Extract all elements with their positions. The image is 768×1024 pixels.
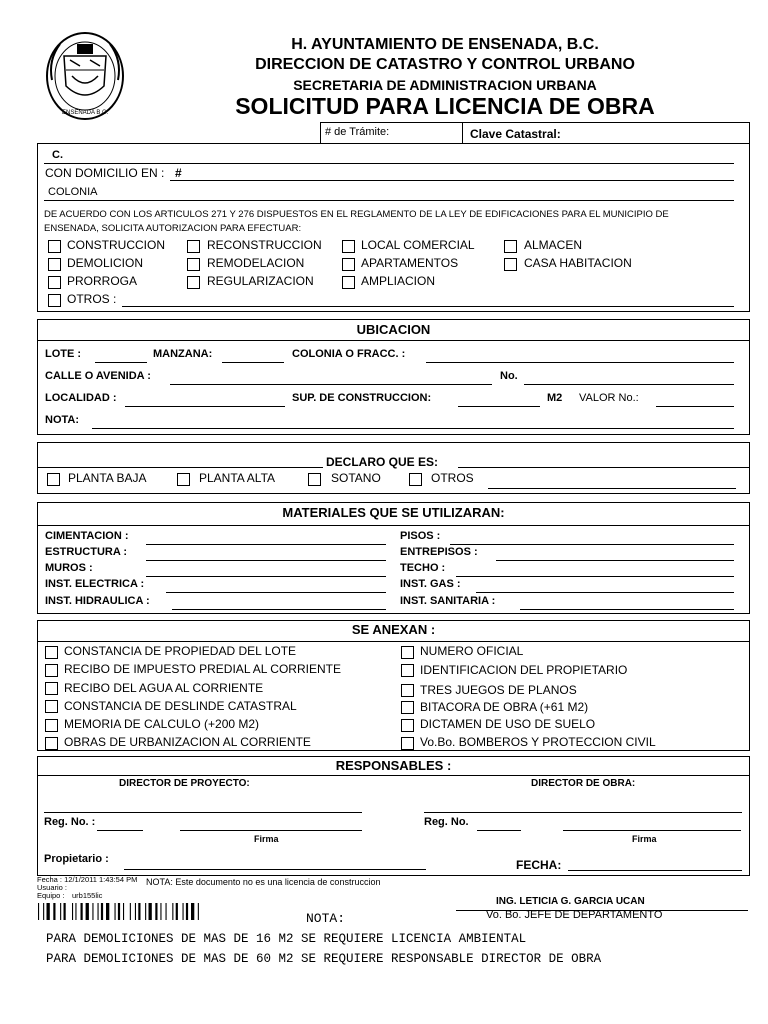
option-remodelacion: REMODELACION <box>207 256 305 270</box>
header-line2: DIRECCION DE CATASTRO Y CONTROL URBANO <box>255 56 635 73</box>
checkbox-otros[interactable] <box>48 294 61 307</box>
director-proyecto-name-field[interactable] <box>44 812 362 813</box>
option-almacen: ALMACEN <box>524 238 583 252</box>
firma-obra-field[interactable] <box>563 830 741 831</box>
barcode <box>38 903 254 920</box>
inst-electrica-field[interactable] <box>166 592 386 593</box>
option-sotano: SOTANO <box>331 471 381 485</box>
muros-label: MUROS : <box>45 562 93 574</box>
director-proyecto-label: DIRECTOR DE PROYECTO: <box>119 778 250 789</box>
usuario-label: Usuario : <box>37 883 68 892</box>
propietario-label: Propietario : <box>44 853 109 865</box>
checkbox-apartamentos[interactable] <box>342 258 355 271</box>
responsables-title: RESPONSABLES : <box>335 758 452 773</box>
cimentacion-field[interactable] <box>146 544 386 545</box>
checkbox-local-comercial[interactable] <box>342 240 355 253</box>
fecha-label: FECHA: <box>516 858 562 872</box>
checkbox-demolicion[interactable] <box>48 258 61 271</box>
pisos-label: PISOS : <box>400 530 441 542</box>
c-label: C. <box>52 149 63 161</box>
declaro-title: DECLARO QUE ES: <box>326 455 439 469</box>
clave-catastral-label: Clave Catastral: <box>470 127 561 141</box>
cimentacion-label: CIMENTACION : <box>45 530 129 542</box>
numero-field[interactable] <box>524 384 734 385</box>
director-obra-name-field[interactable] <box>424 812 742 813</box>
header-line1: H. AYUNTAMIENTO DE ENSENADA, B.C. <box>291 36 599 53</box>
checkbox-bomberos[interactable] <box>401 737 414 750</box>
intro-line1: DE ACUERDO CON LOS ARTICULOS 271 Y 276 DISPUESTOS EN EL REGLAMENTO DE LA LEY DE EDIFICACIONES PARA EL MUNICIPIO DE <box>44 209 669 220</box>
svg-text:ENSENADA B.C.: ENSENADA B.C. <box>61 110 109 116</box>
nota-documento: NOTA: Este documento no es una licencia de construccion <box>146 877 381 887</box>
checkbox-reconstruccion[interactable] <box>187 240 200 253</box>
fecha-impresion: Fecha : 12/1/2011 1:43:54 PM <box>37 875 138 884</box>
lote-field[interactable] <box>95 362 147 363</box>
reg-no-obra-field[interactable] <box>477 830 521 831</box>
option-demolicion: DEMOLICION <box>67 256 144 270</box>
domicilio-field[interactable] <box>170 180 734 181</box>
option-planta-alta: PLANTA ALTA <box>199 471 276 485</box>
anexo-predial: RECIBO DE IMPUESTO PREDIAL AL CORRIENTE <box>64 662 341 676</box>
municipal-seal-logo <box>44 30 126 122</box>
option-apartamentos: APARTAMENTOS <box>361 256 459 270</box>
responsables-section <box>37 756 750 876</box>
numero-label: No. <box>500 370 518 382</box>
inst-gas-field[interactable] <box>476 592 734 593</box>
firma-proyecto-label: Firma <box>254 834 279 844</box>
inst-sanitaria-label: INST. SANITARIA : <box>400 595 496 607</box>
checkbox-regularizacion[interactable] <box>187 276 200 289</box>
checkbox-prorroga[interactable] <box>48 276 61 289</box>
checkbox-memoria-calculo[interactable] <box>45 719 58 732</box>
checkbox-deslinde[interactable] <box>45 700 58 713</box>
otros-label: OTROS : <box>67 292 117 306</box>
anexan-title: SE ANEXAN : <box>351 622 436 637</box>
inst-hidraulica-field[interactable] <box>172 609 386 610</box>
anexo-uso-suelo: DICTAMEN DE USO DE SUELO <box>420 717 596 731</box>
estructura-label: ESTRUCTURA : <box>45 546 128 558</box>
nota-line2: PARA DEMOLICIONES DE MAS DE 60 M2 SE REQUIERE RESPONSABLE DIRECTOR DE OBRA <box>46 952 602 966</box>
anexo-bomberos: Vo.Bo. BOMBEROS Y PROTECCION CIVIL <box>420 735 656 749</box>
checkbox-almacen[interactable] <box>504 240 517 253</box>
option-reconstruccion: RECONSTRUCCION <box>207 238 322 252</box>
vobo-label: Vo. Bo. JEFE DE DEPARTAMENTO <box>486 909 663 921</box>
localidad-label: LOCALIDAD : <box>45 392 117 404</box>
muros-field[interactable] <box>146 576 386 577</box>
ing-name: ING. LETICIA G. GARCIA UCAN <box>496 896 645 907</box>
techo-label: TECHO : <box>400 562 446 574</box>
sup-construccion-label: SUP. DE CONSTRUCCION: <box>292 392 432 404</box>
checkbox-bitacora[interactable] <box>401 701 414 714</box>
inst-hidraulica-label: INST. HIDRAULICA : <box>45 595 150 607</box>
manzana-label: MANZANA: <box>153 348 213 360</box>
calle-field[interactable] <box>170 384 492 385</box>
checkbox-propiedad-lote[interactable] <box>45 646 58 659</box>
checkbox-ampliacion[interactable] <box>342 276 355 289</box>
entrepisos-label: ENTREPISOS : <box>400 546 478 558</box>
equipo-label: Equipo : <box>37 891 65 900</box>
option-planta-baja: PLANTA BAJA <box>68 471 147 485</box>
propietario-field[interactable] <box>124 869 426 870</box>
checkbox-planta-baja[interactable] <box>47 473 60 486</box>
otros-field[interactable] <box>122 306 734 307</box>
checkbox-planos[interactable] <box>401 684 414 697</box>
pisos-field[interactable] <box>450 544 734 545</box>
checkbox-uso-suelo[interactable] <box>401 719 414 732</box>
entrepisos-field[interactable] <box>496 560 734 561</box>
checkbox-construccion[interactable] <box>48 240 61 253</box>
header-line3: SECRETARIA DE ADMINISTRACION URBANA <box>293 77 597 93</box>
m2-label: M2 <box>547 392 563 404</box>
option-casa-habitacion: CASA HABITACION <box>524 256 632 270</box>
checkbox-sotano[interactable] <box>308 473 321 486</box>
colonia-fracc-field[interactable] <box>426 362 734 363</box>
estructura-field[interactable] <box>146 560 386 561</box>
valor-field[interactable] <box>656 406 734 407</box>
lote-label: LOTE : <box>45 348 82 360</box>
equipo-value: urb155lic <box>72 891 103 900</box>
checkbox-otros-declaro[interactable] <box>409 473 422 486</box>
director-obra-label: DIRECTOR DE OBRA: <box>531 778 636 789</box>
inst-electrica-label: INST. ELECTRICA : <box>45 578 145 590</box>
reg-no-proyecto-field[interactable] <box>97 830 143 831</box>
nota-label: NOTA: <box>306 911 346 926</box>
checkbox-remodelacion[interactable] <box>187 258 200 271</box>
checkbox-urbanizacion[interactable] <box>45 737 58 750</box>
colonia-fracc-label: COLONIA O FRACC. : <box>292 348 406 360</box>
manzana-field[interactable] <box>222 362 284 363</box>
intro-line2: ENSENADA, SOLICITA AUTORIZACION PARA EFECTUAR: <box>44 223 302 234</box>
reg-no-proyecto-label: Reg. No. : <box>44 816 96 828</box>
inst-gas-label: INST. GAS : <box>400 578 461 590</box>
colonia-label: COLONIA <box>48 186 98 198</box>
domicilio-label: CON DOMICILIO EN : <box>45 166 165 180</box>
techo-field[interactable] <box>456 576 734 577</box>
option-prorroga: PRORROGA <box>67 274 138 288</box>
checkbox-numero-oficial[interactable] <box>401 646 414 659</box>
nota-ubicacion-field[interactable] <box>92 428 734 429</box>
page-title: SOLICITUD PARA LICENCIA DE OBRA <box>235 93 655 119</box>
domicilio-hash: # <box>175 166 182 180</box>
valor-label: VALOR No.: <box>579 392 639 404</box>
firma-obra-label: Firma <box>632 834 657 844</box>
anexo-propiedad-lote: CONSTANCIA DE PROPIEDAD DEL LOTE <box>64 644 297 658</box>
sup-construccion-field[interactable] <box>458 406 540 407</box>
anexo-deslinde: CONSTANCIA DE DESLINDE CATASTRAL <box>64 699 297 713</box>
nota-line1: PARA DEMOLICIONES DE MAS DE 16 M2 SE REQUIERE LICENCIA AMBIENTAL <box>46 932 527 946</box>
option-ampliacion: AMPLIACION <box>361 274 436 288</box>
materiales-title: MATERIALES QUE SE UTILIZARAN: <box>282 505 505 520</box>
firma-proyecto-field[interactable] <box>180 830 362 831</box>
checkbox-planta-alta[interactable] <box>177 473 190 486</box>
option-construccion: CONSTRUCCION <box>67 238 165 252</box>
checkbox-predial[interactable] <box>45 664 58 677</box>
option-local-comercial: LOCAL COMERCIAL <box>361 238 475 252</box>
nota-ubicacion-label: NOTA: <box>45 414 80 426</box>
anexo-memoria-calculo: MEMORIA DE CALCULO (+200 M2) <box>64 717 260 731</box>
inst-sanitaria-field[interactable] <box>520 609 734 610</box>
checkbox-identificacion[interactable] <box>401 664 414 677</box>
option-regularizacion: REGULARIZACION <box>207 274 314 288</box>
checkbox-agua[interactable] <box>45 682 58 695</box>
anexo-bitacora: BITACORA DE OBRA (+61 M2) <box>420 700 589 714</box>
anexo-planos: TRES JUEGOS DE PLANOS <box>420 683 577 697</box>
tramite-label: # de Trámite: <box>325 126 390 138</box>
otros-declaro-field[interactable] <box>488 488 736 489</box>
anexo-numero-oficial: NUMERO OFICIAL <box>420 644 524 658</box>
fecha-field[interactable] <box>568 870 742 871</box>
localidad-field[interactable] <box>125 406 285 407</box>
ubicacion-title: UBICACION <box>356 322 431 337</box>
reg-no-obra-label: Reg. No. <box>424 816 469 828</box>
anexo-identificacion: IDENTIFICACION DEL PROPIETARIO <box>420 663 628 677</box>
colonia-field[interactable] <box>44 200 734 201</box>
option-otros-declaro: OTROS <box>431 471 474 485</box>
anexo-urbanizacion: OBRAS DE URBANIZACION AL CORRIENTE <box>64 735 311 749</box>
calle-label: CALLE O AVENIDA : <box>45 370 151 382</box>
anexo-agua: RECIBO DEL AGUA AL CORRIENTE <box>64 681 264 695</box>
checkbox-casa-habitacion[interactable] <box>504 258 517 271</box>
